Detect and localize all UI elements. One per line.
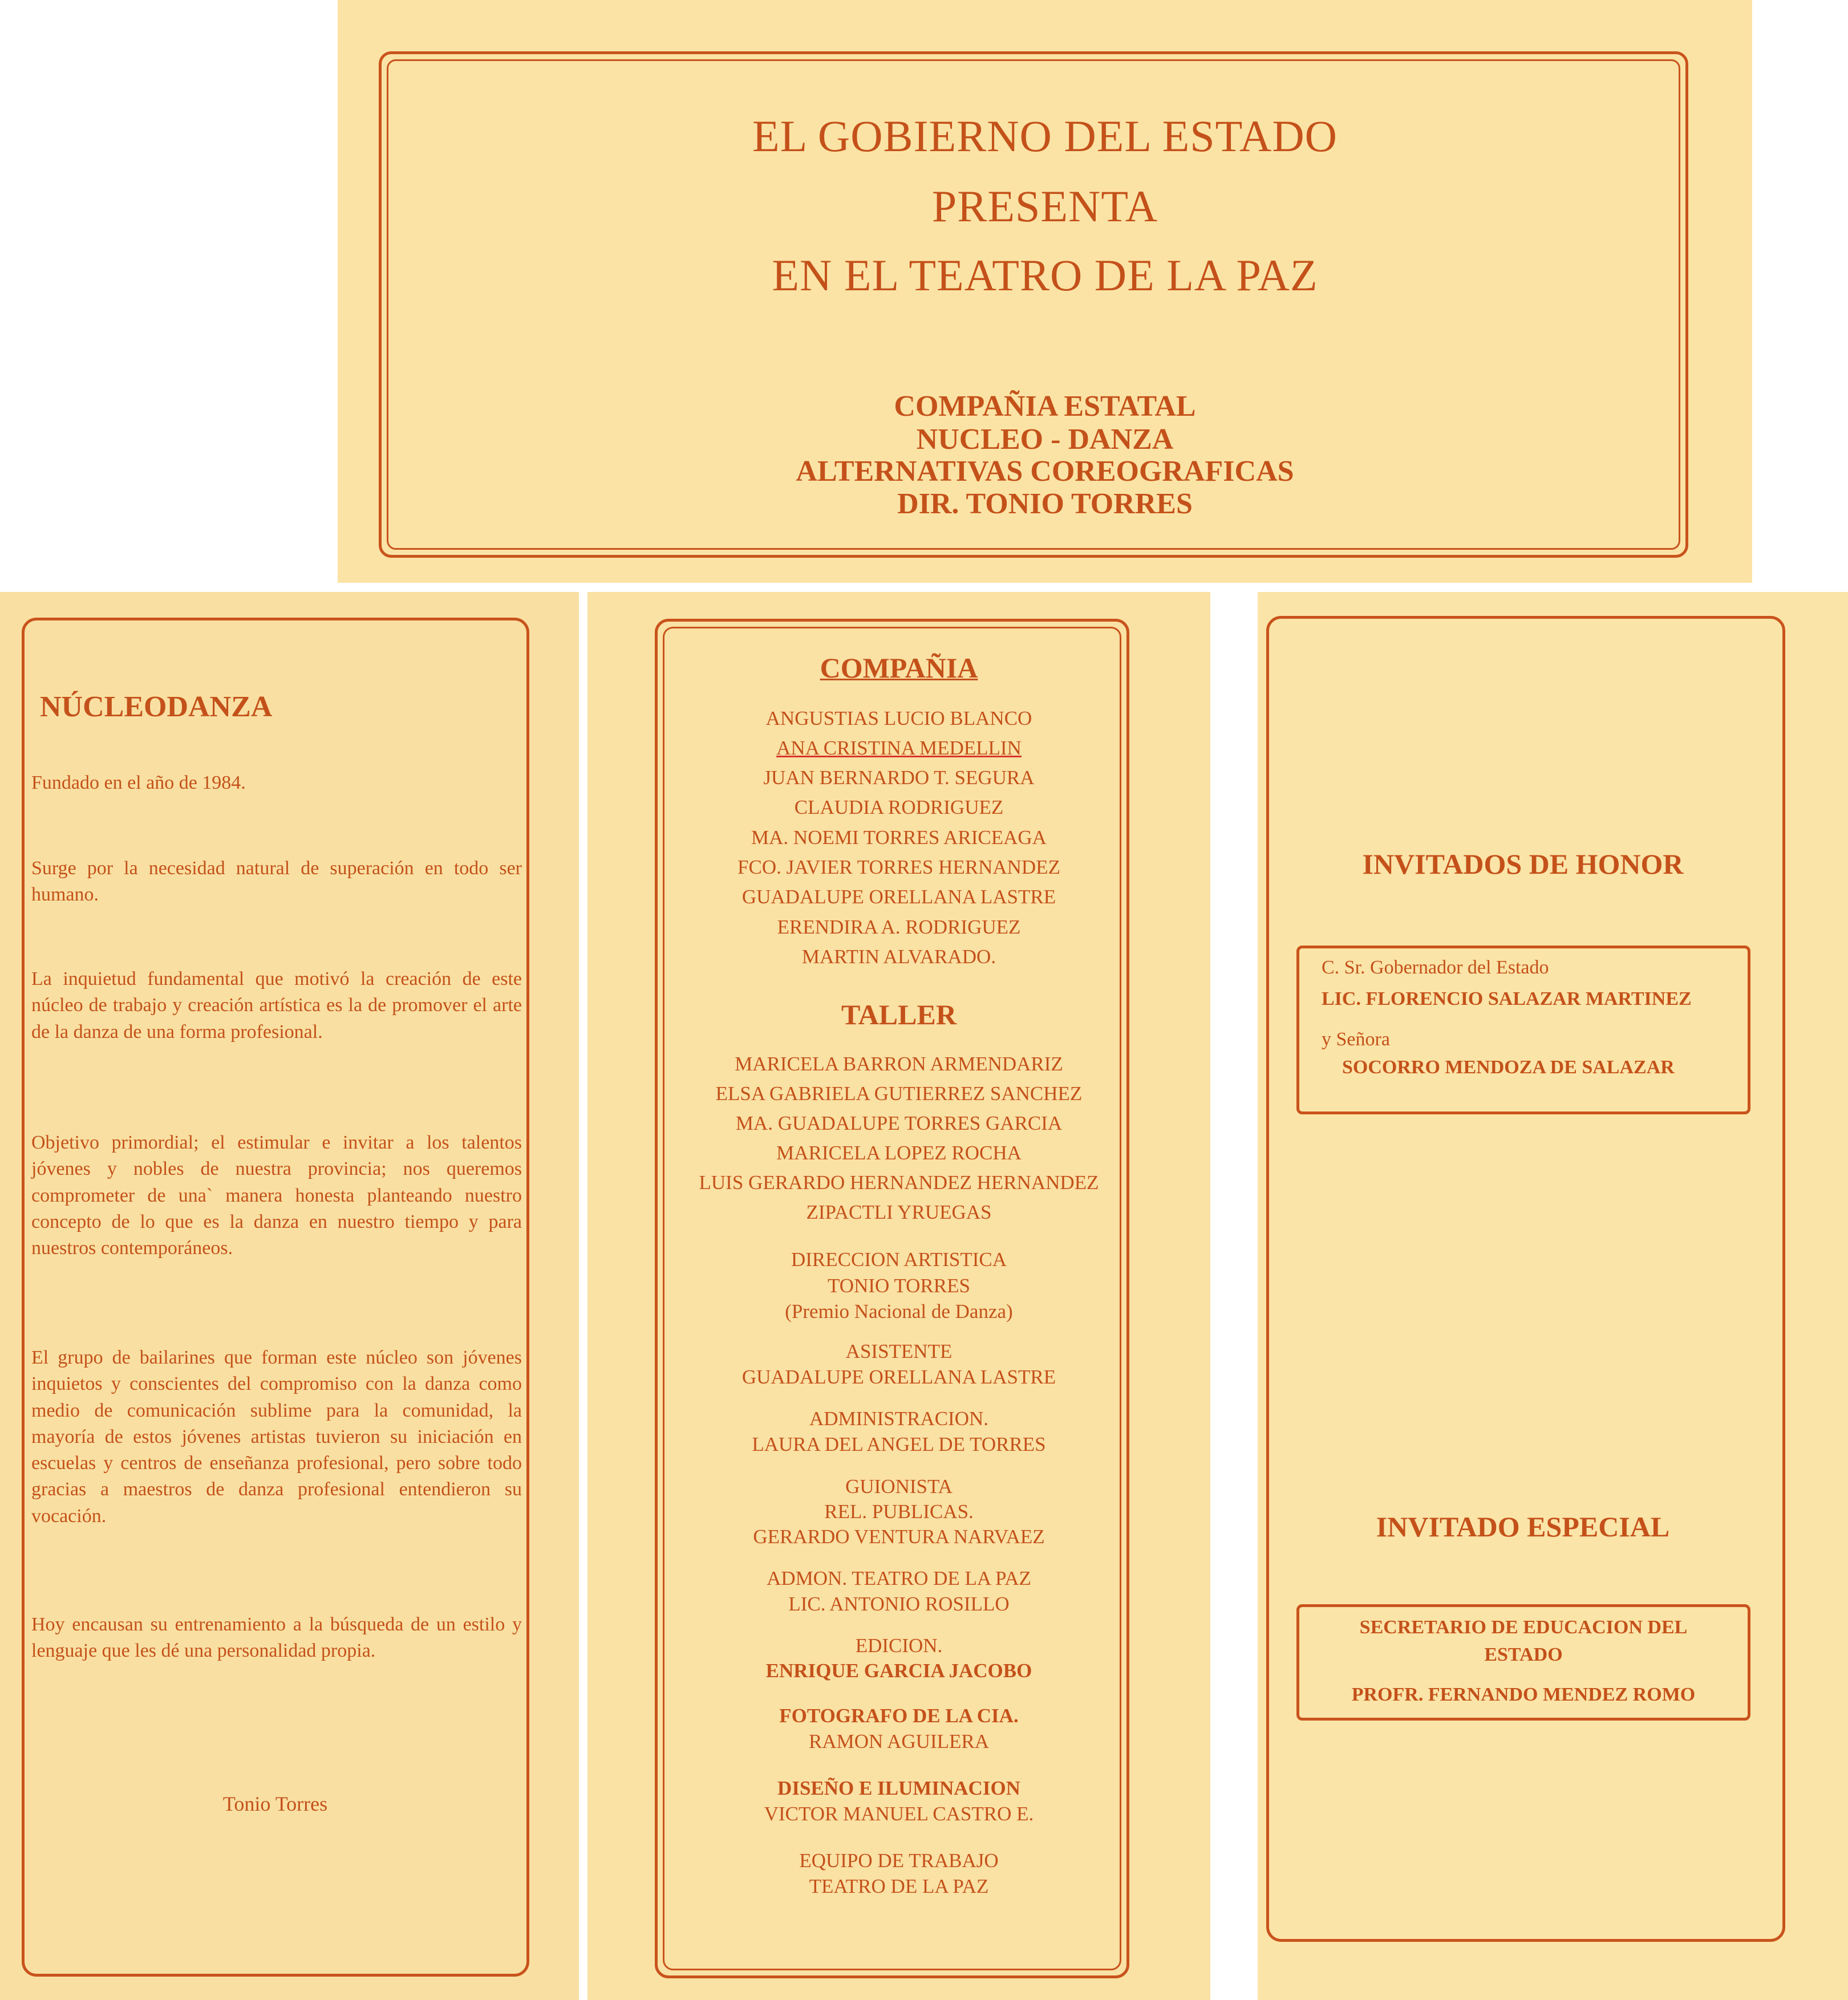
cover-heading-line-1: EL GOBIERNO DEL ESTADO — [752, 111, 1338, 161]
staff-role: EDICION. — [855, 1634, 943, 1657]
staff-name: RAMON AGUILERA — [809, 1730, 989, 1752]
staff-name: LIC. ANTONIO ROSILLO — [788, 1593, 1010, 1615]
special-guest-title: INVITADO ESPECIAL — [1376, 1511, 1670, 1543]
about-panel — [0, 592, 579, 2000]
staff-role: ADMON. TEATRO DE LA PAZ — [767, 1567, 1031, 1589]
staff-role: ADMINISTRACION. — [809, 1407, 989, 1430]
special-guest-line: SECRETARIO DE EDUCACION DEL — [1359, 1617, 1688, 1638]
about-title: NÚCLEODANZA — [40, 691, 273, 723]
about-paragraph-4: Objetivo primordial; el estimular e invitar a los talentos jóvenes y nobles de nuestra provincia; nos queremos comprometer de una` manera honesta planteando nuestro concepto de lo que es la danza en nuestro tiempo y para nuestros contemporáneos. — [31, 1132, 522, 1259]
staff-role: DISEÑO E ILUMINACION — [777, 1777, 1020, 1799]
compania-member: ANA CRISTINA MEDELLIN — [776, 737, 1022, 759]
compania-member: JUAN BERNARDO T. SEGURA — [763, 766, 1035, 789]
staff-role: GUIONISTA — [845, 1475, 953, 1498]
guests-frame — [1266, 616, 1785, 1942]
taller-member: MARICELA BARRON ARMENDARIZ — [735, 1053, 1063, 1075]
compania-member: CLAUDIA RODRIGUEZ — [794, 796, 1004, 818]
about-paragraph-2: Surge por la necesidad natural de superación en todo ser humano. — [31, 858, 522, 906]
staff-name: TONIO TORRES — [828, 1275, 970, 1297]
staff-name: TEATRO DE LA PAZ — [809, 1875, 989, 1897]
taller-member: LUIS GERARDO HERNANDEZ HERNANDEZ — [699, 1171, 1099, 1194]
compania-member: MA. NOEMI TORRES ARICEAGA — [751, 826, 1047, 849]
honor-guest-line: C. Sr. Gobernador del Estado — [1322, 957, 1549, 978]
cover-heading-line-3: EN EL TEATRO DE LA PAZ — [772, 250, 1318, 300]
about-paragraph-1: Fundado en el año de 1984. — [31, 772, 246, 793]
taller-member: MA. GUADALUPE TORRES GARCIA — [735, 1112, 1063, 1134]
compania-member: ANGUSTIAS LUCIO BLANCO — [765, 707, 1032, 729]
staff-note: (Premio Nacional de Danza) — [785, 1300, 1013, 1322]
staff-role: ASISTENTE — [845, 1340, 953, 1362]
staff-role: REL. PUBLICAS. — [824, 1500, 974, 1523]
cover-card — [338, 0, 1752, 583]
about-signature: Tonio Torres — [222, 1792, 328, 1815]
cover-sub-line-4: DIR. TONIO TORRES — [897, 488, 1193, 520]
staff-name: ENRIQUE GARCIA JACOBO — [765, 1660, 1032, 1682]
about-paragraph-5: El grupo de bailarines que forman este núcleo son jóvenes inquietos y conscientes del compromiso con la danza como medio de comunicación sublime para la comunidad, la mayoría de estos jóvenes artistas tuvieron su iniciación en escuelas y centros de enseñanza profesional, pero sobre todo gracias a maestros de danza profesional entendieron su vocación. — [31, 1347, 522, 1527]
about-paragraph-6: Hoy encausan su entrenamiento a la búsqueda de un estilo y lenguaje que les dé una personalidad propia. — [31, 1614, 522, 1662]
honor-guest-line: y Señora — [1322, 1029, 1390, 1050]
compania-member: GUADALUPE ORELLANA LASTRE — [741, 886, 1056, 908]
honor-guest-line: SOCORRO MENDOZA DE SALAZAR — [1342, 1057, 1675, 1078]
compania-title: COMPAÑIA — [820, 652, 978, 684]
staff-role: DIRECCION ARTISTICA — [791, 1248, 1007, 1271]
taller-member: ELSA GABRIELA GUTIERREZ SANCHEZ — [715, 1082, 1083, 1105]
cover-sub-line-1: COMPAÑIA ESTATAL — [894, 390, 1196, 423]
honor-guests-title: INVITADOS DE HONOR — [1362, 848, 1684, 880]
taller-member: MARICELA LOPEZ ROCHA — [776, 1142, 1022, 1164]
cover-sub-line-3: ALTERNATIVAS COREOGRAFICAS — [796, 455, 1294, 488]
staff-name: GERARDO VENTURA NARVAEZ — [753, 1526, 1045, 1548]
staff-name: GUADALUPE ORELLANA LASTRE — [741, 1366, 1056, 1388]
taller-member: ZIPACTLI YRUEGAS — [806, 1201, 992, 1223]
guests-panel — [1258, 592, 1848, 2000]
staff-role: EQUIPO DE TRABAJO — [799, 1849, 999, 1872]
compania-member: ERENDIRA A. RODRIGUEZ — [777, 916, 1021, 938]
cover-sub-line-2: NUCLEO - DANZA — [916, 423, 1174, 456]
about-paragraph-3: La inquietud fundamental que motivó la creación de este núcleo de trabajo y creación artística es la de promover el arte de la danza de una forma profesional. — [31, 968, 522, 1042]
compania-member: FCO. JAVIER TORRES HERNANDEZ — [737, 856, 1060, 878]
credits-panel — [587, 592, 1210, 2000]
honor-guest-line: LIC. FLORENCIO SALAZAR MARTINEZ — [1322, 988, 1692, 1009]
staff-name: VICTOR MANUEL CASTRO E. — [764, 1803, 1034, 1825]
staff-role: FOTOGRAFO DE LA CIA. — [779, 1705, 1019, 1727]
cover-heading-line-2: PRESENTA — [931, 181, 1158, 231]
compania-member: MARTIN ALVARADO. — [801, 946, 996, 968]
staff-name: LAURA DEL ANGEL DE TORRES — [752, 1433, 1046, 1455]
about-frame — [22, 618, 529, 1977]
special-guest-line: PROFR. FERNANDO MENDEZ ROMO — [1351, 1684, 1696, 1705]
special-guest-line: ESTADO — [1484, 1644, 1563, 1665]
taller-title: TALLER — [841, 999, 957, 1031]
